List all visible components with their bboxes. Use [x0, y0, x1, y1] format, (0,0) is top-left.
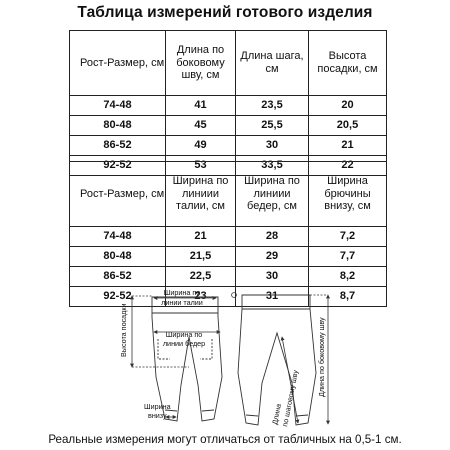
value-cell: 21,5: [166, 247, 236, 267]
header-hip-width: Ширина по линиии бедер, см: [236, 162, 309, 227]
value-cell: 23,5: [236, 96, 309, 116]
value-cell: 8,2: [309, 267, 387, 287]
header-size: Рост-Размер, см: [70, 162, 166, 227]
size-cell: 86-52: [70, 267, 166, 287]
waist-width-label-1: Ширина по: [163, 288, 201, 297]
value-cell: 22,5: [166, 267, 236, 287]
size-cell: 92-52: [70, 156, 166, 176]
value-cell: 53: [166, 156, 236, 176]
value-cell: 30: [236, 267, 309, 287]
value-cell: 25,5: [236, 116, 309, 136]
disclaimer-note: Реальные измерения могут отличаться от табличных на 0,5-1 см.: [48, 433, 402, 446]
table-row: [70, 247, 387, 267]
value-cell: 31: [236, 287, 309, 307]
header-side-seam-length: Длина по боковому шву, см: [166, 31, 236, 96]
table-row: [70, 227, 387, 247]
front-measurement-lines: [132, 296, 220, 417]
size-cell: 80-48: [70, 116, 166, 136]
measurements-table-lengths: [69, 30, 387, 176]
value-cell: 23: [166, 287, 236, 307]
value-cell: 30: [236, 136, 309, 156]
header-rise-height: Высота посадки, см: [309, 31, 387, 96]
size-cell: 92-52: [70, 287, 166, 307]
value-cell: 33,5: [236, 156, 309, 176]
value-cell: 22: [309, 156, 387, 176]
value-cell: 8,7: [309, 287, 387, 307]
marker-dot: [232, 293, 237, 298]
header-size: Рост-Размер, см: [70, 31, 166, 96]
value-cell: 28: [236, 227, 309, 247]
side-seam-label: Длина по боковому шву: [317, 317, 326, 397]
value-cell: 7,2: [309, 227, 387, 247]
leg-bottom-width-label-1: Ширина: [144, 402, 171, 411]
header-waist-width: Ширина по линиии талии, см: [166, 162, 236, 227]
size-cell: 86-52: [70, 136, 166, 156]
value-cell: 49: [166, 136, 236, 156]
table-row: [70, 96, 387, 116]
value-cell: 20,5: [309, 116, 387, 136]
value-cell: 21: [309, 136, 387, 156]
size-cell: 74-48: [70, 96, 166, 116]
header-leg-bottom-width: Ширина брючины внизу, см: [309, 162, 387, 227]
header-inseam-length: Длина шага, см: [236, 31, 309, 96]
pants-measurement-diagram: [110, 287, 340, 432]
value-cell: 7,7: [309, 247, 387, 267]
table-row: [70, 267, 387, 287]
size-cell: 80-48: [70, 247, 166, 267]
hip-width-label-2: линии бедер: [162, 339, 206, 348]
table-row: [70, 116, 387, 136]
leg-bottom-width-label-2: внизу: [148, 411, 167, 420]
inseam-label-2: по шаговому шву: [280, 369, 300, 428]
table-header-row: [70, 162, 387, 227]
inseam-label-1: Длина: [270, 403, 283, 426]
table-header-row: [70, 31, 387, 96]
value-cell: 20: [309, 96, 387, 116]
hip-width-label-1: Ширина по: [165, 330, 203, 339]
measurements-table-widths: [69, 161, 387, 307]
value-cell: 45: [166, 116, 236, 136]
value-cell: 21: [166, 227, 236, 247]
page-title: Таблица измерений готового изделия: [77, 4, 373, 21]
rise-height-label: Высота посадки: [119, 303, 128, 357]
size-cell: 74-48: [70, 227, 166, 247]
waist-width-label-2: линии талии: [161, 298, 203, 307]
table-row: [70, 136, 387, 156]
value-cell: 29: [236, 247, 309, 267]
value-cell: 41: [166, 96, 236, 116]
